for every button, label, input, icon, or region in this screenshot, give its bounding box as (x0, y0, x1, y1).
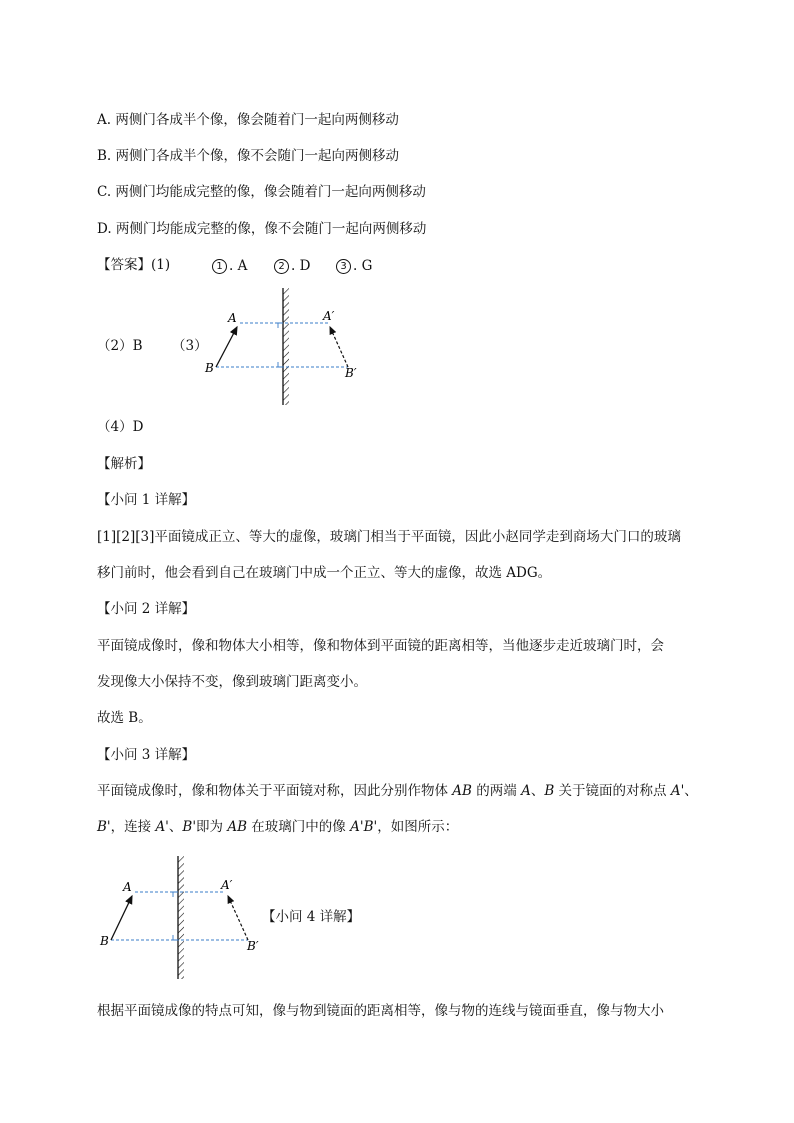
s4-line1: 根据平面镜成像的特点可知，像与物到镜面的距离相等，像与物的连线与镜面垂直，像与物大小 (97, 1003, 664, 1019)
s3-line2 (97, 821, 458, 835)
analysis-title: 【解析】 (97, 456, 151, 472)
answer-q4: （4）D (97, 419, 144, 435)
answer-item-1-text: . A (229, 258, 248, 274)
s3-var-apbp: A'B' (350, 819, 378, 835)
s3-text-2b: 、 (168, 819, 183, 835)
mirror-diagram-1 (200, 285, 380, 410)
option-c: C. 两侧门均能成完整的像，像会随着门一起向两侧移动 (97, 184, 426, 200)
circled-number-3: 3 (336, 259, 351, 274)
s3-text-1a: 平面镜成像时，像和物体关于平面镜对称，因此分别作物体 (97, 783, 453, 799)
s3-text-2c: 即为 (196, 819, 228, 835)
s3-var-a-prime-2: A' (155, 819, 169, 835)
s4-title: 【小问 4 详解】 (262, 909, 361, 925)
s3-text-1c: 关于镜面的对称点 (554, 783, 671, 799)
label-a-prime: A′ (323, 309, 335, 323)
label-b: B (205, 361, 214, 375)
right-angle-mark-a (278, 323, 283, 328)
label-a: A (228, 311, 237, 325)
mirror-hatch (283, 288, 289, 405)
label-b-prime: B′ (345, 366, 357, 380)
s3-text-1d: 、 (684, 783, 698, 799)
answer-item-2 (274, 259, 310, 274)
s2-line2: 发现像大小保持不变，像到玻璃门距离变小。 (97, 674, 367, 690)
s3-text-2d: 在玻璃门中的像 (247, 819, 351, 835)
mirror-diagram-2 (95, 853, 275, 983)
s3-text-1b: 的两端 (471, 783, 522, 799)
answer-label: 【答案】(1) (97, 257, 171, 273)
s3-var-b-prime: B' (97, 819, 111, 835)
s1-title: 【小问 1 详解】 (97, 492, 196, 508)
s3-var-ab-2: AB (227, 819, 248, 835)
s2-title: 【小问 2 详解】 (97, 601, 196, 617)
answer-item-2-text: . D (291, 258, 311, 274)
s3-title: 【小问 3 详解】 (97, 747, 196, 763)
circled-number-2: 2 (274, 259, 289, 274)
label-a: A (123, 880, 132, 894)
label-b-prime: B′ (247, 939, 259, 953)
s2-line1: 平面镜成像时，像和物体大小相等，像和物体到平面镜的距离相等，当他逐步走近玻璃门时，会 (97, 638, 664, 654)
mirror-hatch (178, 856, 184, 979)
right-angle-mark-b (173, 935, 178, 940)
object-arrow (216, 327, 237, 367)
s2-line3: 故选 B。 (97, 710, 152, 726)
answer-q3: （3） (172, 338, 208, 354)
label-a-prime: A′ (221, 878, 233, 892)
s3-var-b: B (544, 783, 555, 799)
option-a: A. 两侧门各成半个像，像会随着门一起向两侧移动 (97, 112, 399, 128)
option-b: B. 两侧门各成半个像，像不会随门一起向两侧移动 (97, 148, 400, 164)
option-d: D. 两侧门均能成完整的像，像不会随门一起向两侧移动 (97, 221, 427, 237)
answer-q2: （2）B (97, 338, 143, 354)
object-arrow (111, 896, 132, 940)
s1-line2: 移门前时，他会看到自己在玻璃门中成一个正立、等大的虚像，故选 ADG。 (97, 565, 552, 581)
right-angle-mark-a (173, 892, 178, 897)
circled-number-1: 1 (212, 259, 227, 274)
answer-item-3 (336, 259, 372, 274)
right-angle-mark-b (278, 362, 283, 367)
image-arrow (228, 896, 248, 940)
s3-line1 (97, 785, 698, 799)
s3-var-a: A (521, 783, 531, 799)
s3-var-ab: AB (452, 783, 472, 799)
s3-var-b-prime-2: B' (182, 819, 197, 835)
label-b: B (100, 934, 109, 948)
s3-text-2e: ，如图所示： (377, 819, 459, 835)
s1-line1: [1][2][3]平面镜成正立、等大的虚像，玻璃门相当于平面镜，因此小赵同学走到商场大门口的玻璃 (97, 529, 681, 545)
answer-item-1 (212, 259, 247, 274)
s3-text-2a: ，连接 (110, 819, 156, 835)
s3-sep: 、 (530, 783, 545, 799)
image-arrow (330, 327, 348, 367)
s3-var-a-prime: A' (670, 783, 685, 799)
answer-item-3-text: . G (353, 258, 373, 274)
